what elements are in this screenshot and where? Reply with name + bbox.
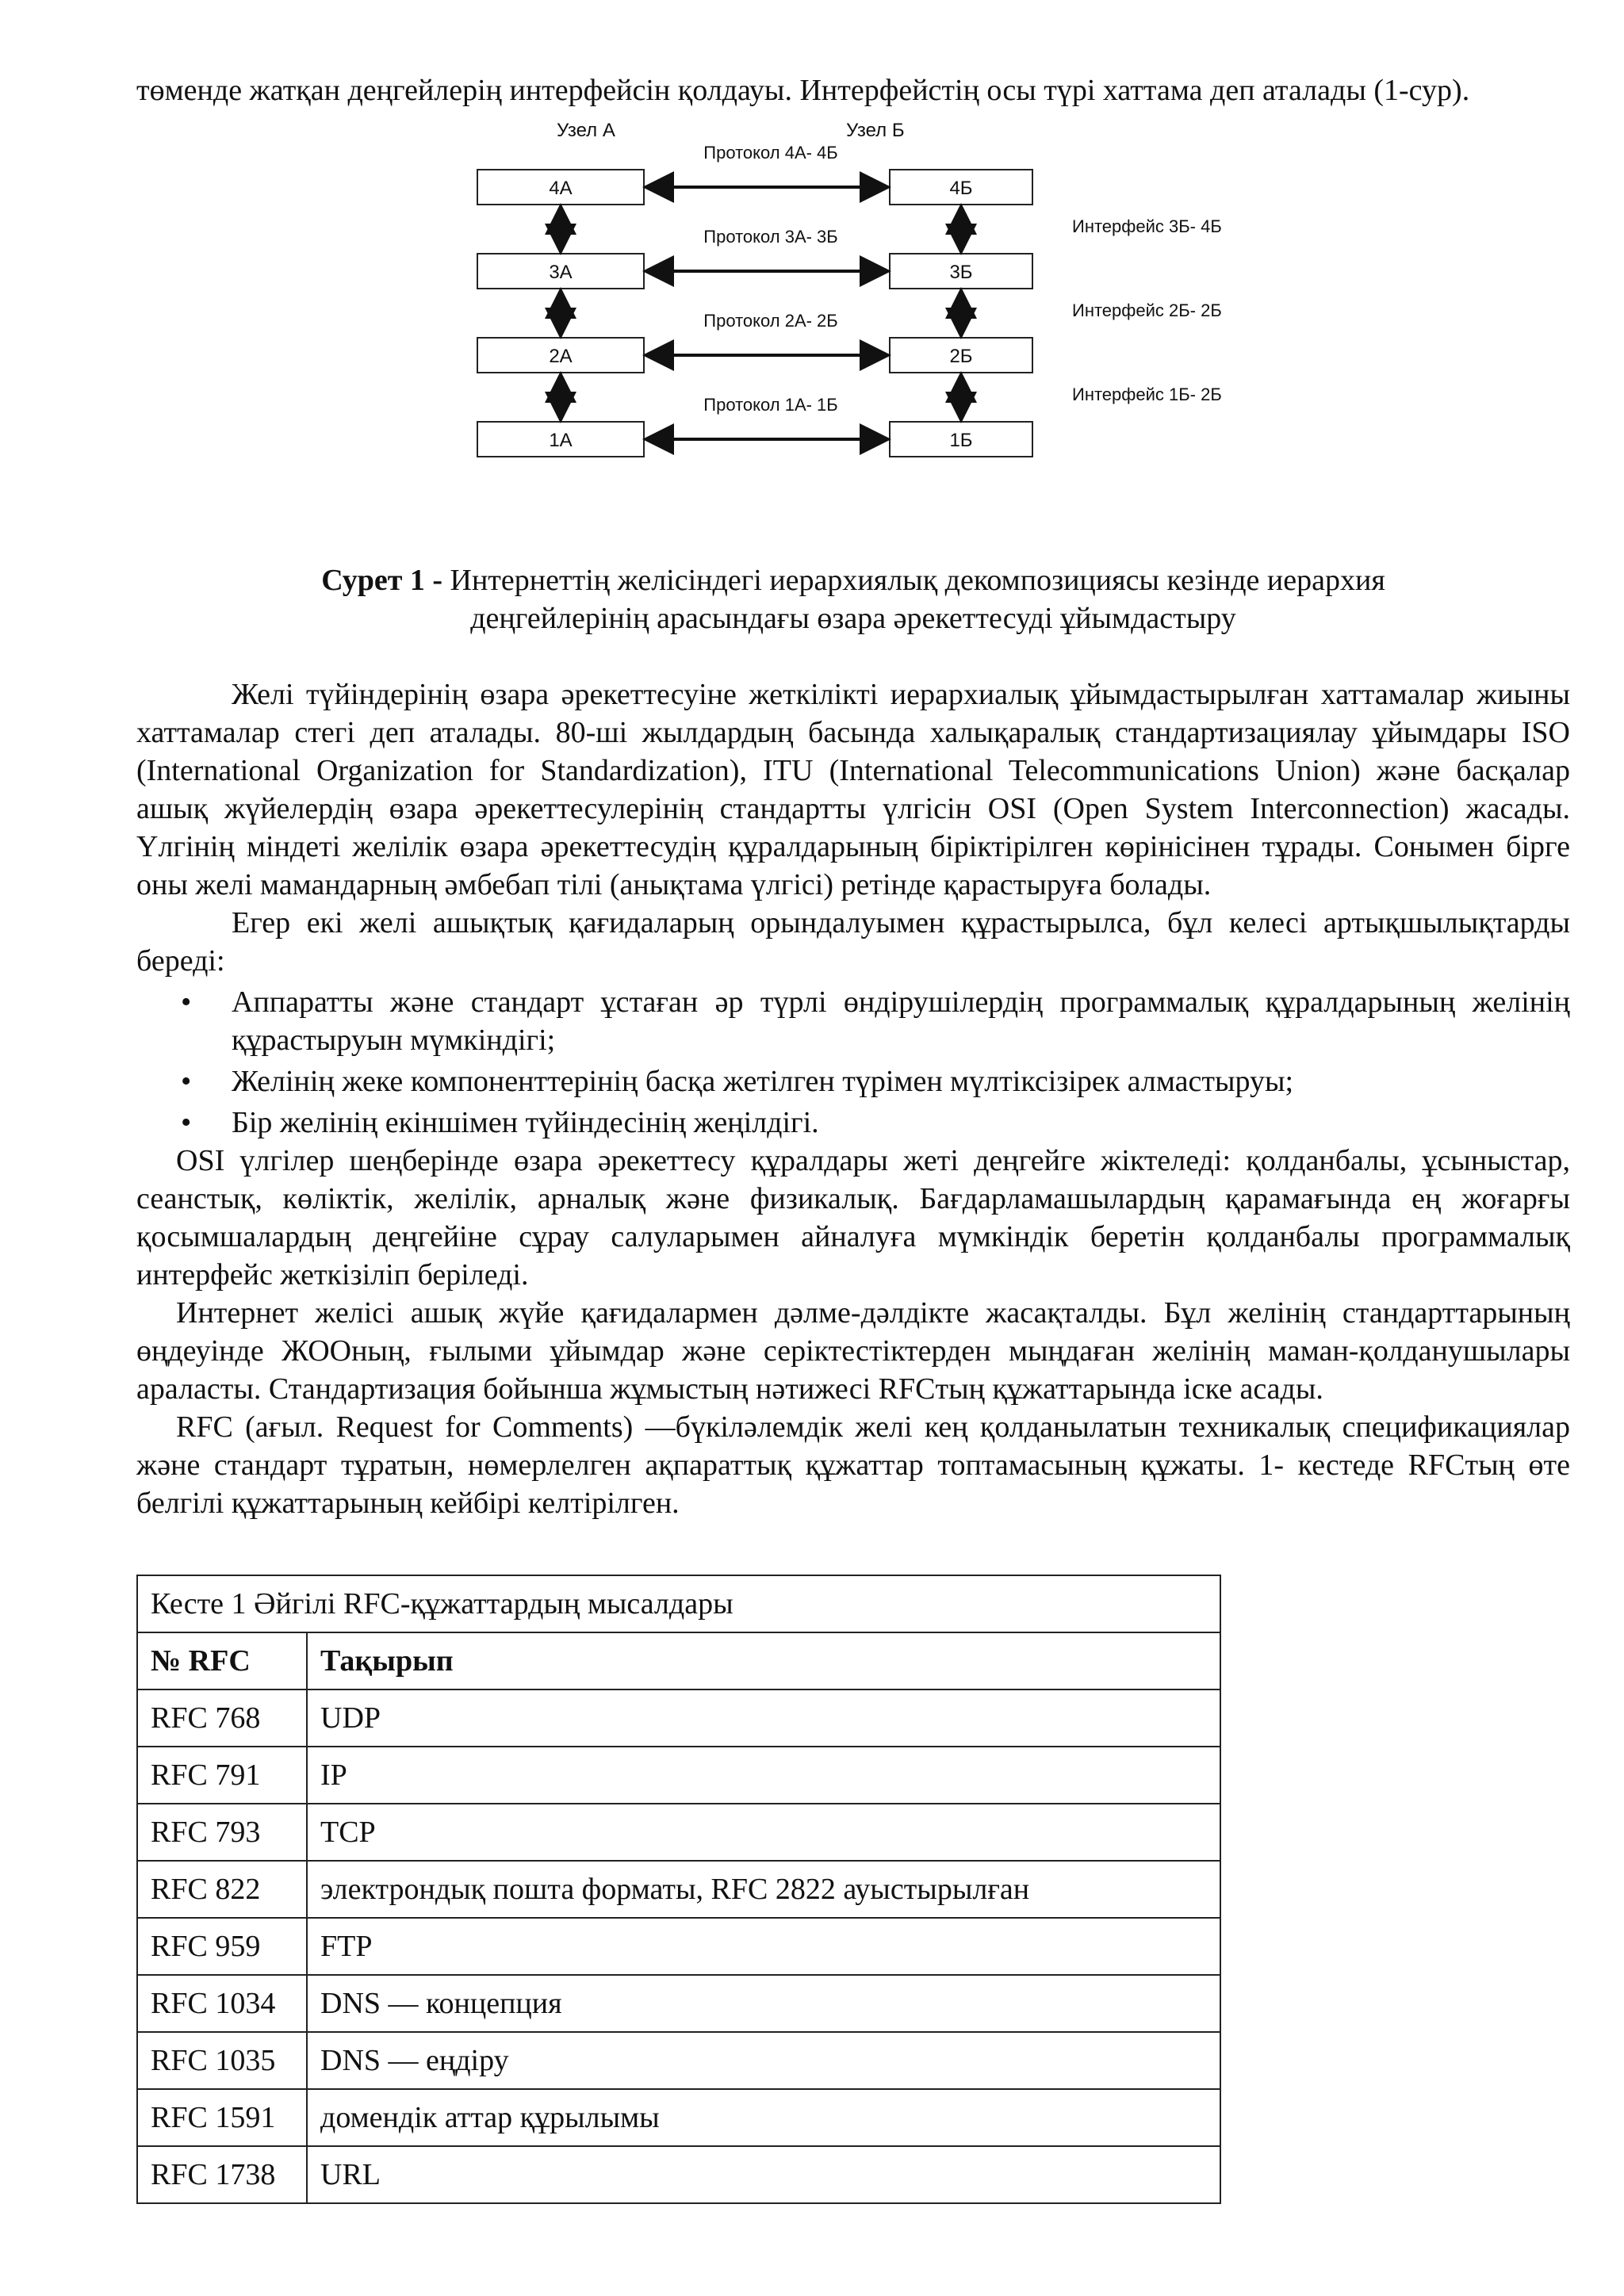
- table-row: RFC 822 электрондық пошта форматы, RFC 2822 ауыстырылған: [137, 1861, 1220, 1918]
- box-3b-label: 3Б: [949, 262, 973, 283]
- table-title-row: [137, 1575, 1220, 1632]
- interface-label-1: Интерфейс 3Б- 4Б: [1072, 216, 1222, 236]
- box-4a-label: 4А: [549, 178, 573, 199]
- paragraph-2: Егер екі желі ашықтық қағидаларың орындалуымен құрастырылса, бұл келесі артықшылықтарды береді:: [136, 906, 1570, 978]
- caption-line-2: деңгейлерінің арасындағы өзара әрекеттесуді ұйымдастыру: [470, 602, 1236, 635]
- protocol-label-1: Протокол 1А- 1Б: [703, 395, 838, 415]
- table-row: RFC 1738 URL: [137, 2146, 1220, 2203]
- rfc-table: [136, 1575, 1221, 2204]
- box-4b-label: 4Б: [949, 178, 973, 199]
- box-1b-label: 1Б: [949, 430, 973, 451]
- table-row: RFC 768 UDP: [137, 1689, 1220, 1747]
- caption-label: Сурет 1 -: [321, 564, 450, 597]
- list-item: • Бір желінің екіншімен түйіндесінің жеңілдігі.: [136, 1104, 1570, 1142]
- list-item: • Желінің жеке компоненттерінің басқа жетілген түрімен мүлтіксізірек алмастыруы;: [136, 1062, 1570, 1100]
- node-b-label: Узел Б: [846, 120, 905, 141]
- bullet-icon: •: [181, 985, 192, 1019]
- interface-label-3: Интерфейс 1Б- 2Б: [1072, 385, 1222, 404]
- document-page: [136, 71, 1570, 2204]
- table-title: Кесте 1 Әйгілі RFC-құжаттардың мысалдары: [137, 1575, 1220, 1632]
- box-1a-label: 1А: [549, 430, 573, 451]
- advantages-list: [136, 983, 1570, 1142]
- box-2b-label: 2Б: [949, 346, 973, 367]
- box-2a-label: 2А: [549, 346, 573, 367]
- table-row: RFC 1591 домендік аттар құрылымы: [137, 2089, 1220, 2146]
- list-item: • Аппаратты және стандарт ұстаған әр түрлі өндірушілердің программалық құралдарының желінің құрастыруын мүмкіндігі;: [136, 983, 1570, 1059]
- table-row: RFC 793 TCP: [137, 1804, 1220, 1861]
- paragraph-3: OSI үлгілер шеңберінде өзара әрекеттесу құралдары жеті деңгейге жіктеледі: қолданбалы, ұсыныстар, сеанстық, көліктік, желілік, арналық және физикалық. Бағдарламашылардың қарамағында ең жоғарғы қосымшалардың деңгейіне сұрау салуларымен айналуға мүмкіндік беретін қолданбалы программалық интерфейс жеткізіліп беріледі.: [136, 1144, 1570, 1292]
- interface-label-2: Интерфейс 2Б- 2Б: [1072, 300, 1222, 320]
- bullet-icon: •: [181, 1106, 192, 1139]
- protocol-label-2: Протокол 2А- 2Б: [703, 311, 838, 331]
- protocol-stack-diagram: [469, 109, 1405, 522]
- figure-1: [136, 109, 1570, 538]
- bullet-icon: •: [181, 1065, 192, 1098]
- node-a-label: Узел А: [557, 120, 615, 141]
- table-header-row: [137, 1632, 1220, 1689]
- header-title: Тақырып: [307, 1632, 1220, 1689]
- box-3a-label: 3А: [549, 262, 573, 283]
- table-row: RFC 1035 DNS — еңдіру: [137, 2032, 1220, 2089]
- table-row: RFC 959 FTP: [137, 1918, 1220, 1975]
- caption-line-1: Интернеттің желісіндегі иерархиялық декомпозициясы кезінде иерархия: [450, 564, 1385, 597]
- paragraph-4: Интернет желісі ашық жүйе қағидалармен дәлме-дәлдікте жасақталды. Бұл желінің стандарттарының өңдеуінде ЖООның, ғылыми ұйымдар және серіктестіктерден мыңдаған желінің маман-қолданушылары араласты. Стандартизация бойынша жұмыстың нәтижесі RFCтың құжаттарында іске асады.: [136, 1296, 1570, 1406]
- paragraph-1: Желі түйіндерінің өзара әрекеттесуіне жеткілікті иерархиалық ұйымдастырылған хаттамалар жиыны хаттамалар стегі деп аталады. 80-ші жылдардың басында халықаралық стандартизациялау ұйымдары ISO (International Organization for Standardization), ITU (International Telecommunications Union) және басқалар ашық жүйелердің өзара әрекеттесулерінің стандартты үлгісін OSI (Open System Interconnection) жасады. Үлгінің міндеті желілік өзара әрекеттесудің құралдарының біріктірілген көрінісінен тұрады. Сонымен бірге оны желі мамандарның әмбебап тілі (анықтама үлгісі) ретінде қарастыруға болады.: [136, 678, 1570, 901]
- intro-paragraph: төменде жатқан деңгейлерің интерфейсін қолдауы. Интерфейстің осы түрі хаттама деп аталады (1-сур).: [136, 74, 1470, 107]
- protocol-label-4: Протокол 4А- 4Б: [703, 143, 838, 163]
- table-row: RFC 1034 DNS — концепция: [137, 1975, 1220, 2032]
- header-rfc-number: № RFC: [137, 1632, 307, 1689]
- table-row: RFC 791 IP: [137, 1747, 1220, 1804]
- paragraph-5: RFC (ағыл. Request for Comments) —бүкіләлемдік желі кең қолданылатын техникалық спецификациялар және стандарт тұратын, нөмерлелген ақпараттық құжаттар топтамасының құжаты. 1- кестеде RFCтың өте белгілі құжаттарының кейбірі келтірілген.: [136, 1410, 1570, 1520]
- figure-caption: [136, 561, 1570, 637]
- protocol-label-3: Протокол 3А- 3Б: [703, 227, 838, 247]
